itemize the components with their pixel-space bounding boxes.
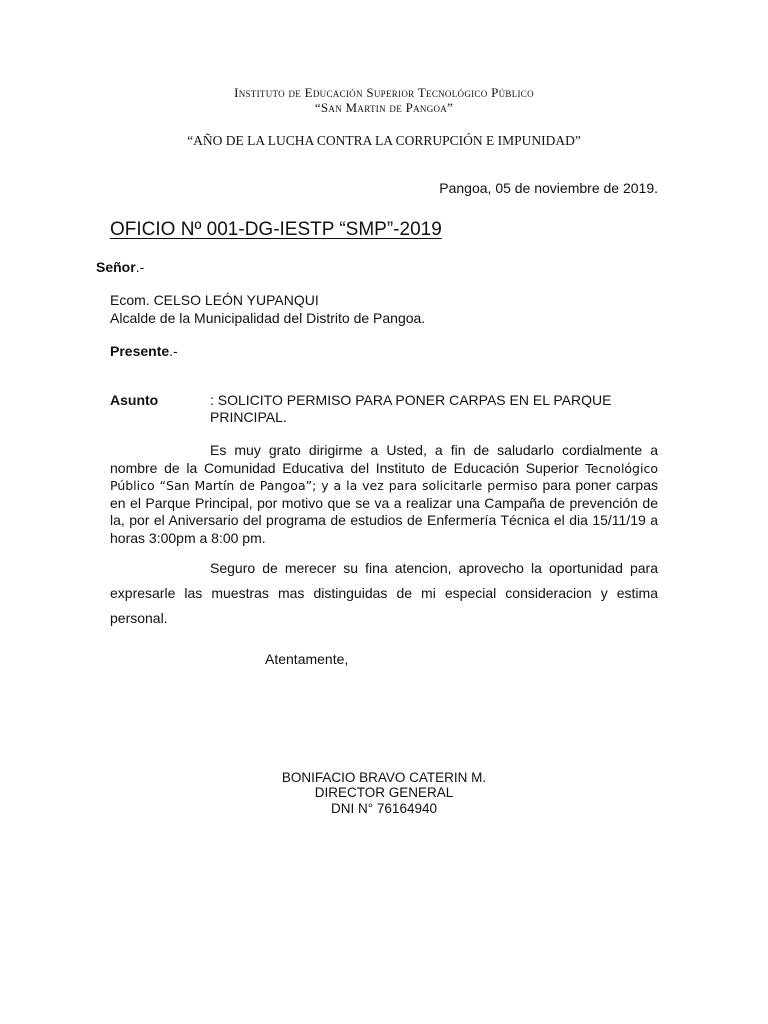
recipient-position: Alcalde de la Municipalidad del Distrito de Pangoa. bbox=[110, 310, 426, 326]
salutation-word: Señor bbox=[96, 259, 136, 275]
body-p1-part1: Es muy grato dirigirme a Usted, a fin de saludarlo cordialmente a nombre de la Comunidad Educativa del Instituto de Educación Superior bbox=[110, 442, 658, 476]
closing: Atentamente, bbox=[265, 651, 349, 667]
subject-label: Asunto bbox=[110, 392, 159, 408]
document-title: OFICIO Nº 001-DG-IESTP “SMP”-2019 bbox=[110, 219, 442, 240]
body-p1-part3: para poner carpas en el Parque Principal, por motivo que se va a realizar una Campaña de prevención de la, por el Aniversario del programa de estudios de Enfermería Técnica el dia 15/11/19 a horas 3:00pm a 8:00 pm. bbox=[110, 477, 658, 546]
year-motto: “AÑO DE LA LUCHA CONTRA LA CORRUPCIÓN E IMPUNIDAD” bbox=[187, 133, 581, 148]
recipient-name: Ecom. CELSO LEÓN YUPANQUI bbox=[110, 292, 319, 308]
date-line: Pangoa, 05 de noviembre de 2019. bbox=[439, 180, 658, 196]
body-paragraph-2 bbox=[110, 556, 658, 631]
presente-word: Presente bbox=[110, 343, 170, 359]
institute-name: Instituto de Educación Superior Tecnológico Público bbox=[234, 85, 534, 100]
institute-subname: “San Martin de Pangoa” bbox=[314, 100, 454, 115]
signer-name: BONIFACIO BRAVO CATERIN M. bbox=[281, 770, 487, 785]
subject-text: : SOLICITO PERMISO PARA PONER CARPAS EN EL PARQUE PRINCIPAL. bbox=[210, 392, 612, 425]
body-paragraph-1 bbox=[110, 442, 658, 547]
presente-suffix: .- bbox=[169, 343, 178, 359]
salutation-suffix: .- bbox=[135, 259, 145, 275]
signer-title: DIRECTOR GENERAL bbox=[314, 785, 454, 800]
body-p2-text: Seguro de merecer su fina atencion, aprovecho la oportunidad para expresarle las muestras mas distinguidas de mi especial consideracion y estima personal. bbox=[110, 560, 658, 626]
signer-dni: DNI N° 76164940 bbox=[331, 801, 437, 816]
salutation bbox=[96, 259, 144, 275]
presente-line bbox=[110, 343, 178, 359]
body-p1-part2: Tecnológico Público “San Martín de Pangoa”; y a la vez para solicitarle permiso bbox=[110, 460, 658, 493]
